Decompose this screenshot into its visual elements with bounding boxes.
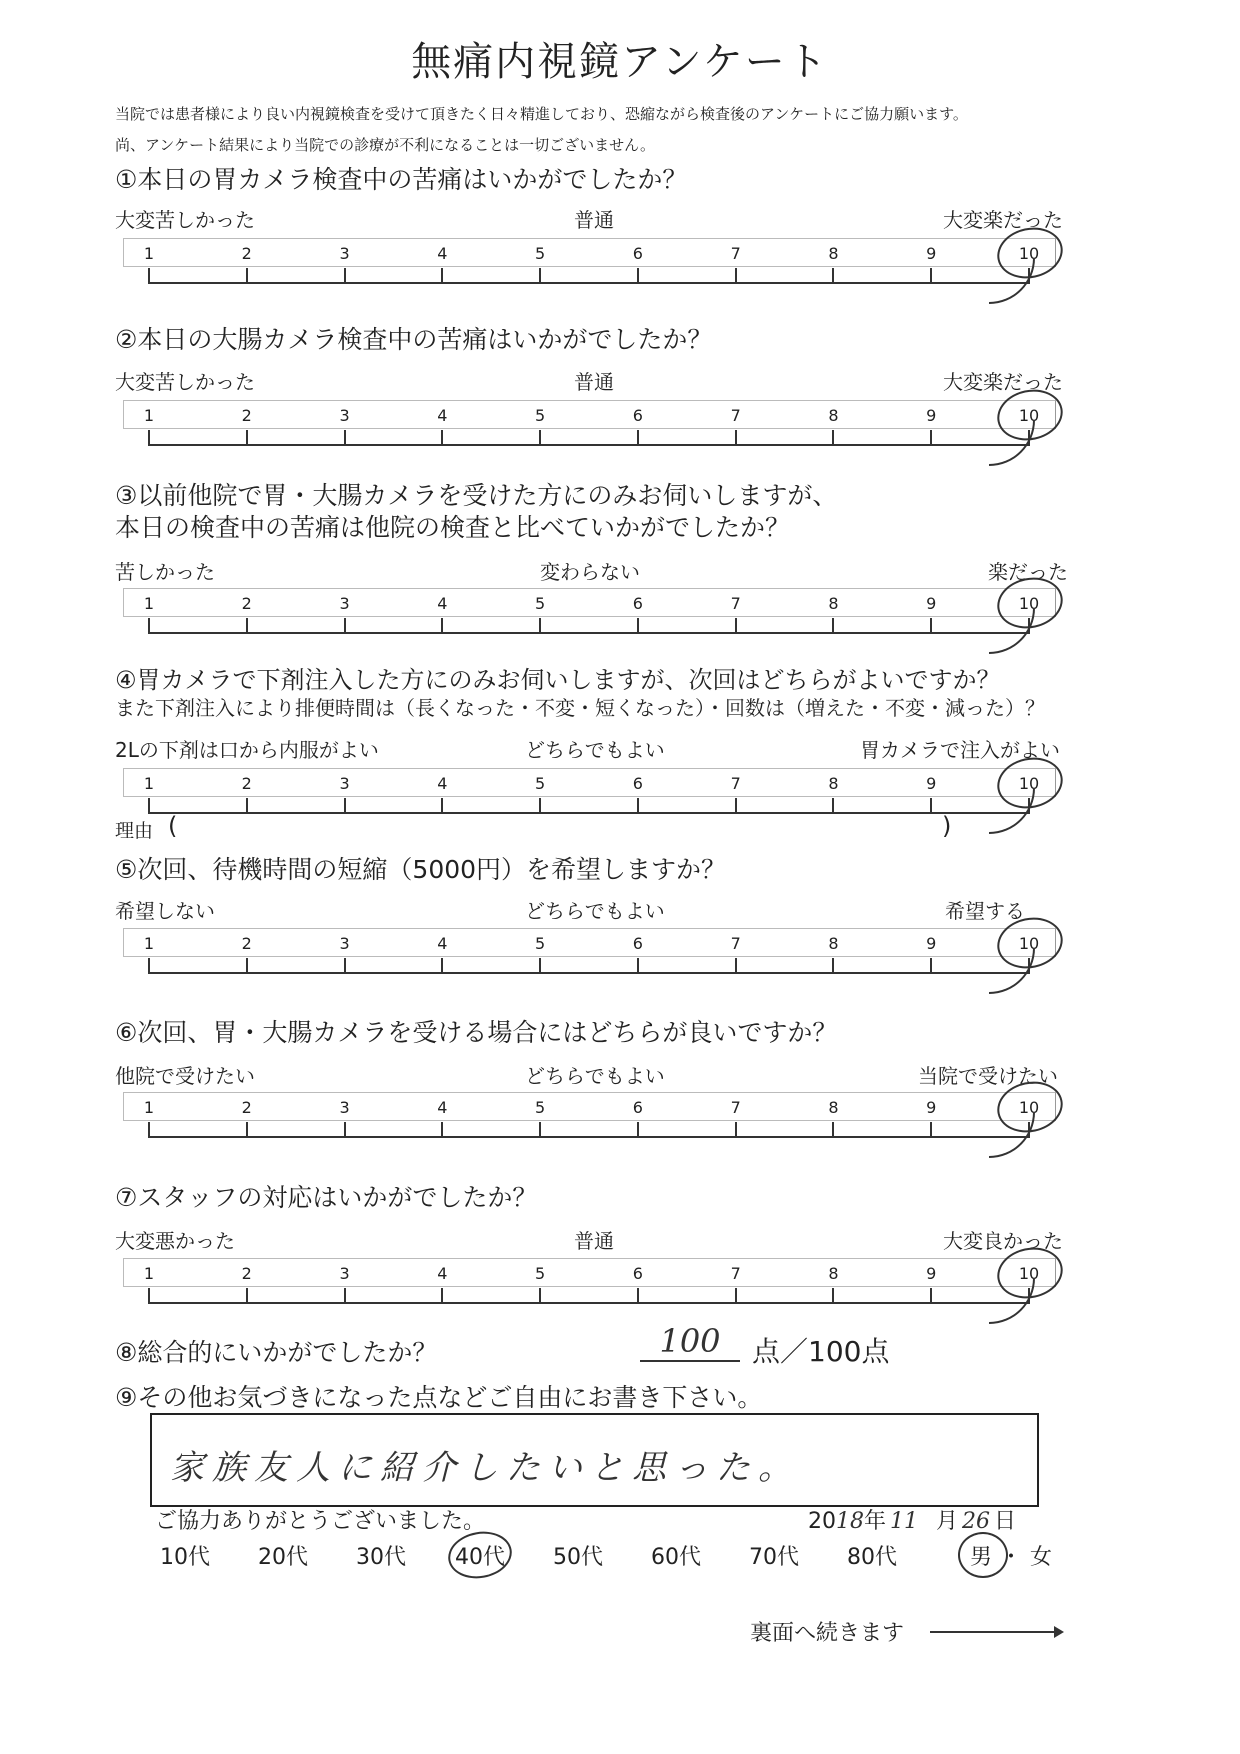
scale-number-2[interactable]: 2 xyxy=(241,774,252,793)
scale-tick xyxy=(148,1122,150,1138)
scale-number-8[interactable]: 8 xyxy=(828,934,839,953)
age-option-80s[interactable]: 80代 xyxy=(847,1545,897,1570)
q6-rating-scale[interactable] xyxy=(123,1092,1056,1192)
scale-tick xyxy=(735,958,737,974)
scale-number-10[interactable]: 10 xyxy=(1018,406,1040,425)
q4-reason-label: 理由 xyxy=(115,820,154,842)
scale-tick xyxy=(930,958,932,974)
scale-number-4[interactable]: 4 xyxy=(437,934,448,953)
scale-number-10[interactable]: 10 xyxy=(1018,774,1040,793)
scale-number-3[interactable]: 3 xyxy=(339,774,350,793)
scale-tick xyxy=(148,958,150,974)
scale-tick xyxy=(637,430,639,446)
q4-mid-anchor: どちらでもよい xyxy=(525,738,665,762)
scale-number-6[interactable]: 6 xyxy=(632,774,643,793)
scale-box xyxy=(123,928,1056,957)
date-field[interactable] xyxy=(808,1504,1016,1535)
reason-close-paren: ) xyxy=(942,812,952,840)
scale-baseline xyxy=(149,1302,1029,1304)
scale-number-8[interactable]: 8 xyxy=(828,1264,839,1283)
scale-tick xyxy=(637,1122,639,1138)
scale-tick xyxy=(344,798,346,814)
circle-stroke-tail xyxy=(989,948,1035,994)
scale-box xyxy=(123,238,1056,267)
scale-number-7[interactable]: 7 xyxy=(730,244,741,263)
question-7-text: ⑦スタッフの対応はいかがでしたか？ xyxy=(115,1183,538,1212)
scale-number-5[interactable]: 5 xyxy=(535,406,546,425)
scale-number-10[interactable]: 10 xyxy=(1018,1264,1040,1283)
scale-tick xyxy=(637,958,639,974)
scale-tick xyxy=(344,430,346,446)
scale-number-1[interactable]: 1 xyxy=(143,1098,155,1117)
q2-left-anchor: 大変苦しかった xyxy=(115,370,255,394)
q6-mid-anchor: どちらでもよい xyxy=(525,1064,665,1088)
scale-tick xyxy=(441,1288,443,1304)
scale-number-7[interactable]: 7 xyxy=(730,406,741,425)
circle-stroke-tail xyxy=(989,788,1035,834)
scale-number-9[interactable]: 9 xyxy=(926,774,937,793)
q7-mid-anchor: 普通 xyxy=(574,1229,614,1253)
scale-number-5[interactable]: 5 xyxy=(535,774,546,793)
scale-number-7[interactable]: 7 xyxy=(730,1098,741,1117)
q1-right-anchor: 大変楽だった xyxy=(943,208,1063,232)
scale-tick xyxy=(148,798,150,814)
scale-tick xyxy=(344,1288,346,1304)
scale-number-5[interactable]: 5 xyxy=(535,934,546,953)
q5-right-anchor: 希望する xyxy=(945,899,1025,923)
scale-number-2[interactable]: 2 xyxy=(241,594,252,613)
age-option-50s[interactable]: 50代 xyxy=(553,1545,603,1570)
q7-left-anchor: 大変悪かった xyxy=(115,1229,235,1253)
scale-baseline xyxy=(149,972,1029,974)
thanks-text: ご協力ありがとうございました。 xyxy=(155,1509,486,1534)
scale-tick xyxy=(832,1122,834,1138)
q6-right-anchor: 当院で受けたい xyxy=(918,1064,1058,1088)
circle-stroke-tail xyxy=(989,258,1035,304)
scale-tick xyxy=(832,958,834,974)
scale-number-1[interactable]: 1 xyxy=(143,594,155,613)
scale-number-1[interactable]: 1 xyxy=(143,1264,155,1283)
scale-number-3[interactable]: 3 xyxy=(339,406,350,425)
scale-number-7[interactable]: 7 xyxy=(730,934,741,953)
q2-right-anchor: 大変楽だった xyxy=(943,370,1063,394)
scale-number-4[interactable]: 4 xyxy=(437,1264,448,1283)
circle-stroke-tail xyxy=(989,608,1035,654)
scale-tick xyxy=(148,1288,150,1304)
question-5-text: ⑤次回、待機時間の短縮（5000円）を希望しますか？ xyxy=(115,855,727,884)
scale-box xyxy=(123,400,1056,429)
score-suffix: 点／100点 xyxy=(752,1335,890,1368)
scale-tick xyxy=(539,958,541,974)
gender-male[interactable]: 男 xyxy=(970,1545,993,1570)
scale-number-1[interactable]: 1 xyxy=(143,244,155,263)
age-option-70s[interactable]: 70代 xyxy=(749,1545,799,1570)
scale-tick xyxy=(539,1122,541,1138)
q3-left-anchor: 苦しかった xyxy=(115,560,215,584)
q3-mid-anchor: 変わらない xyxy=(540,560,640,584)
scale-tick xyxy=(441,798,443,814)
scale-tick xyxy=(344,268,346,284)
circle-stroke-tail xyxy=(989,1278,1035,1324)
scale-tick xyxy=(735,1288,737,1304)
q6-left-anchor: 他院で受けたい xyxy=(115,1064,255,1088)
scale-number-3[interactable]: 3 xyxy=(339,1264,350,1283)
scale-number-3[interactable]: 3 xyxy=(339,594,350,613)
gender-selected-circle xyxy=(958,1532,1008,1578)
scale-tick xyxy=(832,1288,834,1304)
scale-number-1[interactable]: 1 xyxy=(143,406,155,425)
scale-number-10[interactable]: 10 xyxy=(1018,934,1040,953)
scale-tick xyxy=(148,268,150,284)
scale-number-9[interactable]: 9 xyxy=(926,244,937,263)
scale-tick xyxy=(148,430,150,446)
scale-number-1[interactable]: 1 xyxy=(143,774,155,793)
scale-baseline xyxy=(149,1136,1029,1138)
scale-tick xyxy=(246,1122,248,1138)
scale-tick xyxy=(539,268,541,284)
scale-number-7[interactable]: 7 xyxy=(730,594,741,613)
q4-left-anchor: 2Lの下剤は口から内服がよい xyxy=(115,738,379,762)
q1-mid-anchor: 普通 xyxy=(574,208,614,232)
scale-tick xyxy=(246,268,248,284)
scale-number-2[interactable]: 2 xyxy=(241,406,252,425)
q5-mid-anchor: どちらでもよい xyxy=(525,899,665,923)
scale-tick xyxy=(930,430,932,446)
scale-tick xyxy=(539,430,541,446)
scale-number-10[interactable]: 10 xyxy=(1018,1098,1040,1117)
question-3-text-line2: 本日の検査中の苦痛は他院の検査と比べていかがでしたか？ xyxy=(115,513,791,542)
scale-number-3[interactable]: 3 xyxy=(339,1098,350,1117)
question-8-text: ⑧総合的にいかがでしたか？ xyxy=(115,1338,438,1367)
scale-tick xyxy=(539,798,541,814)
scale-tick xyxy=(441,268,443,284)
date-year-label: 年 xyxy=(864,1509,887,1534)
date-day: 26 xyxy=(962,1509,991,1534)
scale-tick xyxy=(344,1122,346,1138)
scale-number-6[interactable]: 6 xyxy=(632,594,643,613)
scale-baseline xyxy=(149,632,1029,634)
scale-number-6[interactable]: 6 xyxy=(632,244,643,263)
scale-tick xyxy=(930,268,932,284)
scale-tick xyxy=(246,1288,248,1304)
question-6-text: ⑥次回、胃・大腸カメラを受ける場合にはどちらが良いですか？ xyxy=(115,1018,838,1047)
scale-box xyxy=(123,768,1056,797)
q3-right-anchor: 楽だった xyxy=(988,560,1068,584)
question-2-text: ②本日の大腸カメラ検査中の苦痛はいかがでしたか？ xyxy=(115,325,713,354)
circle-stroke-tail xyxy=(989,1112,1035,1158)
scale-number-8[interactable]: 8 xyxy=(828,594,839,613)
q1-left-anchor: 大変苦しかった xyxy=(115,208,255,232)
scale-number-10[interactable]: 10 xyxy=(1018,244,1040,263)
scale-number-10[interactable]: 10 xyxy=(1018,594,1040,613)
scale-tick xyxy=(246,430,248,446)
scale-tick xyxy=(832,798,834,814)
intro-line-1: 当院では患者様により良い内視鏡検査を受けて頂きたく日々精進しており、恐縮ながら検査後のアンケートにご協力願います。 xyxy=(115,105,968,123)
scale-number-8[interactable]: 8 xyxy=(828,1098,839,1117)
scale-number-4[interactable]: 4 xyxy=(437,774,448,793)
date-day-label: 日 xyxy=(994,1509,1017,1534)
scale-tick xyxy=(930,1122,932,1138)
age-selected-circle xyxy=(444,1527,515,1583)
scale-tick xyxy=(441,958,443,974)
scale-tick xyxy=(539,618,541,634)
reason-open-paren: ( xyxy=(168,812,178,840)
question-9-text: ⑨その他お気づきになった点などご自由にお書き下さい。 xyxy=(115,1383,763,1412)
scale-number-9[interactable]: 9 xyxy=(926,594,937,613)
scale-number-5[interactable]: 5 xyxy=(535,244,546,263)
scale-number-9[interactable]: 9 xyxy=(926,1098,937,1117)
date-month: 11 xyxy=(890,1509,919,1534)
scale-number-9[interactable]: 9 xyxy=(926,406,937,425)
scale-tick xyxy=(441,1122,443,1138)
scale-baseline xyxy=(149,812,1029,814)
scale-tick xyxy=(735,268,737,284)
scale-tick xyxy=(735,798,737,814)
scale-baseline xyxy=(149,282,1029,284)
scale-number-6[interactable]: 6 xyxy=(632,934,643,953)
scale-number-4[interactable]: 4 xyxy=(437,406,448,425)
scale-tick xyxy=(441,430,443,446)
scale-number-6[interactable]: 6 xyxy=(632,1264,643,1283)
free-comment-text: 家族友人に紹介したいと思った。 xyxy=(170,1448,800,1488)
scale-tick xyxy=(735,618,737,634)
scale-tick xyxy=(930,798,932,814)
question-3-text: ③以前他院で胃・大腸カメラを受けた方にのみお伺いしますが、 xyxy=(115,481,838,510)
page-title: 無痛内視鏡アンケート xyxy=(411,39,829,85)
scale-tick xyxy=(735,430,737,446)
continue-on-back-text: 裏面へ続きます xyxy=(750,1621,905,1646)
date-year-prefix: 20 xyxy=(808,1509,836,1534)
age-option-10s[interactable]: 10代 xyxy=(160,1545,210,1570)
age-option-20s[interactable]: 20代 xyxy=(258,1545,308,1570)
scale-number-6[interactable]: 6 xyxy=(632,1098,643,1117)
scale-number-6[interactable]: 6 xyxy=(632,406,643,425)
q2-mid-anchor: 普通 xyxy=(574,370,614,394)
scale-tick xyxy=(539,1288,541,1304)
scale-box xyxy=(123,1258,1056,1287)
question-4-text-line2: また下剤注入により排便時間は（長くなった・不変・短くなった）・回数は（増えた・不変・減った）？ xyxy=(115,696,1045,720)
circle-stroke-tail xyxy=(989,420,1035,466)
question-1-text: ①本日の胃カメラ検査中の苦痛はいかがでしたか？ xyxy=(115,165,688,194)
scale-box xyxy=(123,588,1056,617)
arrow-right-icon xyxy=(930,1622,1065,1642)
scale-tick xyxy=(637,618,639,634)
scale-number-9[interactable]: 9 xyxy=(926,934,937,953)
scale-number-4[interactable]: 4 xyxy=(437,244,448,263)
scale-number-8[interactable]: 8 xyxy=(828,406,839,425)
scale-tick xyxy=(246,798,248,814)
scale-number-4[interactable]: 4 xyxy=(437,594,448,613)
question-4-text: ④胃カメラで下剤注入した方にのみお伺いしますが、次回はどちらがよいですか？ xyxy=(115,666,1001,694)
date-year: 18 xyxy=(836,1509,864,1534)
age-option-60s[interactable]: 60代 xyxy=(651,1545,701,1570)
scale-number-2[interactable]: 2 xyxy=(241,934,252,953)
scale-tick xyxy=(344,958,346,974)
scale-number-2[interactable]: 2 xyxy=(241,244,252,263)
scale-number-5[interactable]: 5 xyxy=(535,594,546,613)
scale-tick xyxy=(930,1288,932,1304)
scale-tick xyxy=(246,618,248,634)
scale-tick xyxy=(637,268,639,284)
scale-number-7[interactable]: 7 xyxy=(730,774,741,793)
date-month-label: 月 xyxy=(936,1509,959,1534)
age-option-40s[interactable]: 40代 xyxy=(455,1545,505,1570)
q7-right-anchor: 大変良かった xyxy=(943,1229,1063,1253)
scale-number-2[interactable]: 2 xyxy=(241,1264,252,1283)
q4-right-anchor: 胃カメラで注入がよい xyxy=(860,738,1060,762)
scale-tick xyxy=(637,798,639,814)
scale-number-8[interactable]: 8 xyxy=(828,774,839,793)
scale-number-5[interactable]: 5 xyxy=(535,1098,546,1117)
age-option-30s[interactable]: 30代 xyxy=(356,1545,406,1570)
q5-left-anchor: 希望しない xyxy=(115,899,215,923)
scale-tick xyxy=(832,268,834,284)
overall-score-input[interactable]: 100 xyxy=(640,1322,740,1362)
scale-tick xyxy=(637,1288,639,1304)
scale-tick xyxy=(148,618,150,634)
scale-tick xyxy=(344,618,346,634)
scale-tick xyxy=(441,618,443,634)
reason-input[interactable] xyxy=(185,818,935,842)
scale-box xyxy=(123,1092,1056,1121)
scale-number-3[interactable]: 3 xyxy=(339,934,350,953)
scale-tick xyxy=(930,618,932,634)
scale-tick xyxy=(832,430,834,446)
gender-separator: ・ xyxy=(1000,1545,1023,1570)
scale-tick xyxy=(246,958,248,974)
scale-number-5[interactable]: 5 xyxy=(535,1264,546,1283)
scale-number-8[interactable]: 8 xyxy=(828,244,839,263)
intro-line-2: 尚、アンケート結果により当院での診療が不利になることは一切ございません。 xyxy=(115,136,656,154)
scale-tick xyxy=(832,618,834,634)
scale-number-1[interactable]: 1 xyxy=(143,934,155,953)
scale-number-2[interactable]: 2 xyxy=(241,1098,252,1117)
scale-number-3[interactable]: 3 xyxy=(339,244,350,263)
scale-baseline xyxy=(149,444,1029,446)
gender-female[interactable]: 女 xyxy=(1030,1545,1053,1570)
scale-number-7[interactable]: 7 xyxy=(730,1264,741,1283)
scale-number-9[interactable]: 9 xyxy=(926,1264,937,1283)
scale-tick xyxy=(735,1122,737,1138)
scale-number-4[interactable]: 4 xyxy=(437,1098,448,1117)
